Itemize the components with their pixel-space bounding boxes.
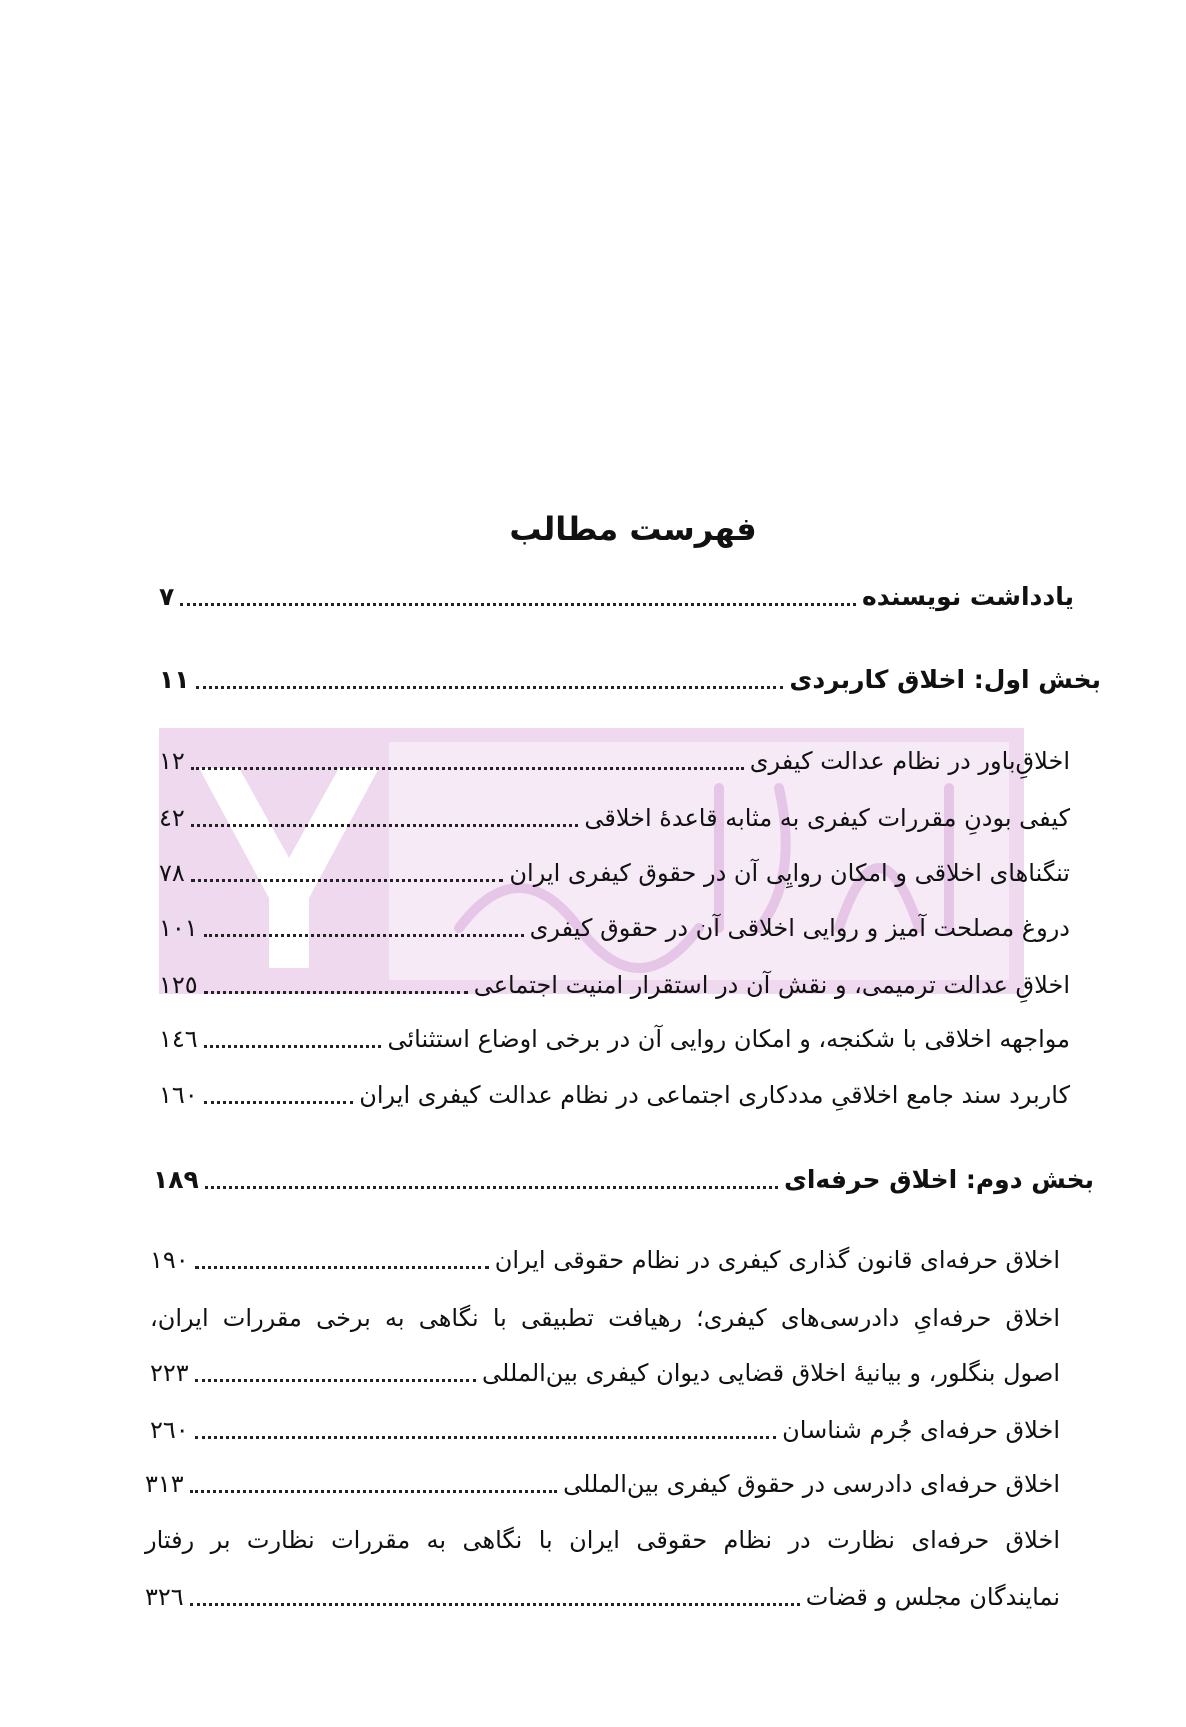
entry-title: اخلاق حرفه‌ای دادرسی در حقوق کیفری بین‌المللی: [563, 1470, 1060, 1498]
dot-leader: [196, 686, 784, 689]
page-number: ٢٦٠: [150, 1416, 189, 1444]
page-number: ١٤٦: [159, 1025, 198, 1053]
entry-title: دروغ مصلحت آمیز و روایی اخلاقی آن در حقوق کیفری: [529, 914, 1070, 942]
toc-entry[interactable]: [159, 580, 1074, 614]
toc-entry[interactable]: [159, 856, 1070, 890]
dot-leader: [191, 767, 744, 770]
entry-title: اخلاق حرفه‌ایِ دادرسی‌های کیفری؛ رهیافت تطبیقی با نگاهی به برخی مقررات ایران،: [150, 1304, 1060, 1332]
toc-entry[interactable]: [159, 801, 1070, 835]
page-number: ١٠١: [159, 914, 198, 942]
toc-entry[interactable]: [159, 1022, 1070, 1056]
dot-leader: [195, 1266, 489, 1269]
toc-part-heading[interactable]: [153, 1163, 1094, 1197]
dot-leader: [204, 1045, 382, 1048]
entry-title: اخلاقِ‌باور در نظام عدالت کیفری: [749, 747, 1070, 775]
page-number: ٤٢: [159, 804, 185, 832]
entry-title: اصول بنگلور، و بیانیهٔ اخلاق قضایی دیوان کیفری بین‌المللی: [482, 1359, 1060, 1387]
toc-part-heading[interactable]: [159, 663, 1101, 697]
dot-leader: [204, 1101, 354, 1104]
dot-leader: [180, 603, 856, 606]
entry-title: یادداشت نویسنده: [861, 582, 1074, 611]
entry-title: کاربرد سند جامع اخلاقیِ مددکاری اجتماعی در نظام عدالت کیفری ایران: [359, 1081, 1070, 1109]
entry-title: مواجهه اخلاقی با شکنجه، و امکان روایی آن در برخی اوضاع استثنائی: [387, 1025, 1070, 1053]
toc-entry[interactable]: [159, 744, 1070, 778]
toc-entry[interactable]: [150, 1413, 1060, 1447]
toc-entry[interactable]: [145, 1580, 1060, 1614]
toc-entry[interactable]: [159, 1078, 1070, 1112]
entry-title: اخلاقِ عدالت ترمیمی، و نقش آن در استقرار امنیت اجتماعی: [473, 971, 1070, 999]
dot-leader: [190, 1603, 800, 1606]
entry-title: تنگناهای اخلاقی و امکان روایِی آن در حقوق کیفری ایران: [509, 859, 1070, 887]
page-number: ١٩٠: [150, 1246, 189, 1274]
page-number: ٣١٣: [145, 1470, 184, 1498]
entry-title: اخلاق حرفه‌ای نظارت در نظام حقوقی ایران با نگاهی به مقررات نظارت بر رفتار: [145, 1526, 1060, 1554]
entry-title: کیفی بودنِ مقررات کیفری به مثابه قاعدهٔ اخلاقی: [584, 804, 1070, 832]
dot-leader: [205, 1186, 778, 1189]
toc-entry[interactable]: [150, 1301, 1060, 1335]
toc-entry[interactable]: [145, 1523, 1060, 1557]
dot-leader: [190, 1490, 557, 1493]
page-number: ٢٢٣: [150, 1359, 189, 1387]
page-number: ٧٨: [159, 859, 185, 887]
toc-entry[interactable]: [159, 968, 1070, 1002]
page-title: فهرست مطالب: [509, 510, 757, 548]
dot-leader: [204, 991, 468, 994]
toc-entry[interactable]: [145, 1467, 1060, 1501]
page-number: ١٨٩: [153, 1165, 199, 1194]
entry-title: اخلاق حرفه‌ای جُرم شناسان: [782, 1416, 1060, 1444]
toc-entry[interactable]: [150, 1243, 1060, 1277]
toc-entry[interactable]: [150, 1356, 1060, 1390]
toc-entry[interactable]: [159, 911, 1070, 945]
page-number: ١٦٠: [159, 1081, 198, 1109]
page-number: ٣٢٦: [145, 1583, 184, 1611]
entry-title: اخلاق حرفه‌ای قانون گذاری کیفری در نظام حقوقی ایران: [494, 1246, 1060, 1274]
dot-leader: [191, 824, 579, 827]
dot-leader: [191, 879, 504, 882]
entry-title: بخش اول: اخلاق کاربردی: [789, 665, 1101, 694]
dot-leader: [195, 1436, 776, 1439]
page-number: ٧: [159, 582, 175, 611]
dot-leader: [195, 1379, 476, 1382]
entry-title: بخش دوم: اخلاق حرفه‌ای: [783, 1165, 1094, 1194]
dot-leader: [204, 934, 524, 937]
page-number: ١١: [159, 665, 190, 694]
page-number: ١٢٥: [159, 971, 198, 999]
entry-title: نمایندگان مجلس و قضات: [805, 1583, 1060, 1611]
page-number: ١٢: [159, 747, 185, 775]
